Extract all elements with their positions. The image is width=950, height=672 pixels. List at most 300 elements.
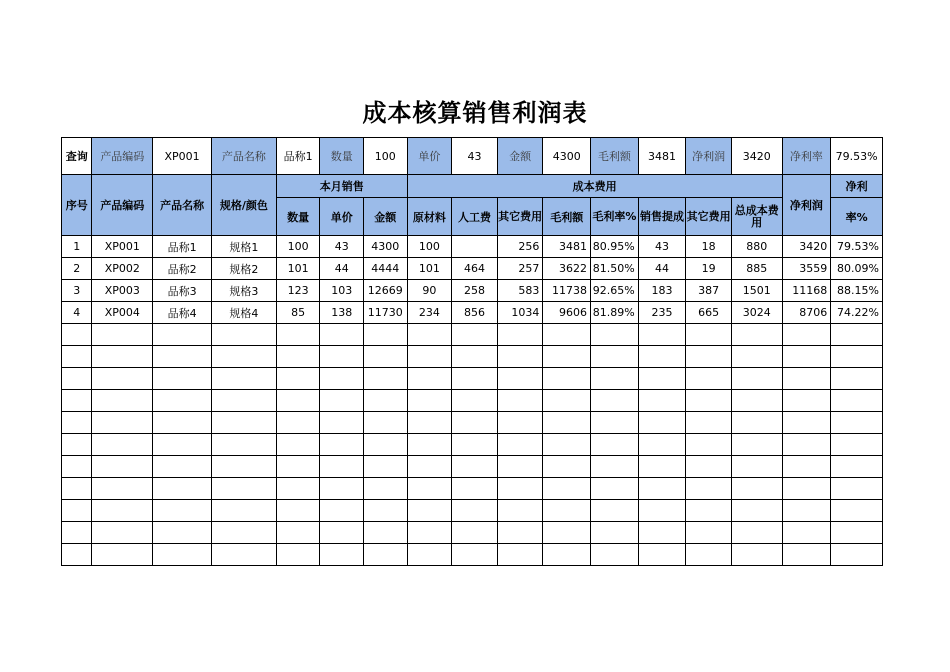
empty-cell[interactable]: [92, 500, 153, 522]
empty-cell[interactable]: [153, 390, 212, 412]
header-amount: 金额: [364, 198, 408, 236]
empty-cell[interactable]: [62, 324, 92, 346]
empty-cell[interactable]: [543, 478, 591, 500]
empty-cell[interactable]: [364, 412, 408, 434]
query-label: 查询: [62, 138, 92, 175]
empty-cell[interactable]: [452, 390, 498, 412]
empty-cell[interactable]: [782, 544, 831, 566]
empty-cell[interactable]: [591, 456, 639, 478]
empty-row: [62, 324, 883, 346]
empty-cell[interactable]: [497, 390, 543, 412]
empty-cell[interactable]: [497, 456, 543, 478]
empty-cell[interactable]: [591, 390, 639, 412]
empty-cell[interactable]: [497, 324, 543, 346]
empty-cell[interactable]: [92, 368, 153, 390]
empty-cell[interactable]: [543, 500, 591, 522]
empty-cell[interactable]: [92, 324, 153, 346]
cell-price[interactable]: 138: [320, 302, 364, 324]
empty-row: [62, 544, 883, 566]
query-code-input[interactable]: XP001: [153, 138, 212, 175]
empty-cell[interactable]: [276, 324, 320, 346]
cell-total-cost[interactable]: 3024: [731, 302, 782, 324]
header-cost-group: 成本费用: [407, 175, 782, 198]
cell-seq[interactable]: 2: [62, 258, 92, 280]
empty-cell[interactable]: [212, 478, 277, 500]
query-row: [62, 138, 883, 175]
empty-cell[interactable]: [92, 456, 153, 478]
empty-cell[interactable]: [638, 390, 686, 412]
header-net-profit: 净利润: [782, 175, 831, 236]
cell-code[interactable]: XP001: [92, 236, 153, 258]
empty-cell[interactable]: [638, 346, 686, 368]
empty-cell[interactable]: [320, 368, 364, 390]
empty-cell[interactable]: [364, 544, 408, 566]
empty-cell[interactable]: [276, 456, 320, 478]
empty-cell[interactable]: [497, 522, 543, 544]
empty-cell[interactable]: [686, 544, 732, 566]
cell-gross[interactable]: 3481: [543, 236, 591, 258]
header-name: 产品名称: [153, 175, 212, 236]
cell-net-rate[interactable]: 88.15%: [831, 280, 883, 302]
empty-cell[interactable]: [92, 544, 153, 566]
header-other-fee: 其它费用: [686, 198, 732, 236]
query-code-label: 产品编码: [92, 138, 153, 175]
header-total-cost: 总成本费用: [731, 198, 782, 236]
empty-cell[interactable]: [686, 500, 732, 522]
empty-cell[interactable]: [212, 500, 277, 522]
cell-price[interactable]: 44: [320, 258, 364, 280]
empty-cell[interactable]: [731, 368, 782, 390]
cell-commission[interactable]: 43: [638, 236, 686, 258]
query-qty-label: 数量: [320, 138, 364, 175]
empty-cell[interactable]: [638, 368, 686, 390]
empty-cell[interactable]: [320, 478, 364, 500]
empty-cell[interactable]: [782, 434, 831, 456]
empty-cell[interactable]: [686, 478, 732, 500]
empty-cell[interactable]: [320, 390, 364, 412]
cell-price[interactable]: 43: [320, 236, 364, 258]
empty-cell[interactable]: [731, 478, 782, 500]
cell-material[interactable]: 234: [407, 302, 452, 324]
cell-net-profit[interactable]: 8706: [782, 302, 831, 324]
empty-cell[interactable]: [831, 456, 883, 478]
empty-cell[interactable]: [153, 324, 212, 346]
empty-row: [62, 434, 883, 456]
empty-cell[interactable]: [452, 522, 498, 544]
cell-other-fee[interactable]: 18: [686, 236, 732, 258]
empty-cell[interactable]: [320, 346, 364, 368]
cell-seq[interactable]: 4: [62, 302, 92, 324]
cell-total-cost[interactable]: 880: [731, 236, 782, 258]
query-amount-value: 4300: [543, 138, 591, 175]
cell-labor[interactable]: 464: [452, 258, 498, 280]
cell-other-fee[interactable]: 19: [686, 258, 732, 280]
cell-gross-rate[interactable]: 81.50%: [591, 258, 639, 280]
empty-cell[interactable]: [364, 478, 408, 500]
empty-cell[interactable]: [320, 544, 364, 566]
empty-cell[interactable]: [686, 324, 732, 346]
table-row: [62, 302, 883, 324]
empty-row: [62, 346, 883, 368]
empty-cell[interactable]: [782, 478, 831, 500]
empty-cell[interactable]: [731, 500, 782, 522]
empty-cell[interactable]: [731, 346, 782, 368]
empty-cell[interactable]: [212, 434, 277, 456]
cell-material[interactable]: 101: [407, 258, 452, 280]
empty-cell[interactable]: [497, 346, 543, 368]
cell-seq[interactable]: 3: [62, 280, 92, 302]
empty-cell[interactable]: [782, 412, 831, 434]
empty-cell[interactable]: [92, 346, 153, 368]
query-price-label: 单价: [407, 138, 452, 175]
empty-cell[interactable]: [452, 544, 498, 566]
empty-cell[interactable]: [543, 346, 591, 368]
header-price: 单价: [320, 198, 364, 236]
empty-cell[interactable]: [320, 434, 364, 456]
cell-code[interactable]: XP004: [92, 302, 153, 324]
empty-cell[interactable]: [591, 544, 639, 566]
cell-name[interactable]: 品称2: [153, 258, 212, 280]
header-code: 产品编码: [92, 175, 153, 236]
empty-cell[interactable]: [364, 456, 408, 478]
table-row: [62, 236, 883, 258]
empty-cell[interactable]: [153, 522, 212, 544]
cell-net-profit[interactable]: 3420: [782, 236, 831, 258]
empty-cell[interactable]: [591, 522, 639, 544]
header-sales-group: 本月销售: [276, 175, 407, 198]
empty-cell[interactable]: [497, 434, 543, 456]
query-net-value: 3420: [731, 138, 782, 175]
empty-cell[interactable]: [591, 478, 639, 500]
cost-sales-profit-table: [61, 137, 883, 566]
empty-cell[interactable]: [276, 522, 320, 544]
empty-cell[interactable]: [452, 434, 498, 456]
empty-cell[interactable]: [731, 456, 782, 478]
empty-cell[interactable]: [782, 500, 831, 522]
cell-gross-rate[interactable]: 92.65%: [591, 280, 639, 302]
empty-cell[interactable]: [497, 500, 543, 522]
empty-cell[interactable]: [212, 522, 277, 544]
empty-cell[interactable]: [731, 434, 782, 456]
empty-cell[interactable]: [497, 412, 543, 434]
empty-cell[interactable]: [831, 544, 883, 566]
empty-cell[interactable]: [320, 412, 364, 434]
empty-cell[interactable]: [364, 500, 408, 522]
empty-cell[interactable]: [831, 478, 883, 500]
empty-cell[interactable]: [831, 522, 883, 544]
empty-cell[interactable]: [153, 544, 212, 566]
empty-cell[interactable]: [782, 324, 831, 346]
empty-cell[interactable]: [591, 434, 639, 456]
query-price-value: 43: [452, 138, 498, 175]
empty-cell[interactable]: [543, 544, 591, 566]
empty-cell[interactable]: [62, 390, 92, 412]
cell-net-rate[interactable]: 79.53%: [831, 236, 883, 258]
empty-cell[interactable]: [407, 390, 452, 412]
empty-cell[interactable]: [497, 478, 543, 500]
empty-cell[interactable]: [831, 346, 883, 368]
empty-cell[interactable]: [831, 324, 883, 346]
cell-price[interactable]: 103: [320, 280, 364, 302]
empty-cell[interactable]: [62, 500, 92, 522]
empty-cell[interactable]: [62, 456, 92, 478]
cell-commission[interactable]: 44: [638, 258, 686, 280]
empty-cell[interactable]: [92, 478, 153, 500]
empty-cell[interactable]: [407, 434, 452, 456]
empty-cell[interactable]: [782, 346, 831, 368]
empty-cell[interactable]: [92, 522, 153, 544]
empty-cell[interactable]: [452, 456, 498, 478]
cell-labor[interactable]: 856: [452, 302, 498, 324]
cell-amount[interactable]: 11730: [364, 302, 408, 324]
empty-row: [62, 368, 883, 390]
empty-cell[interactable]: [686, 522, 732, 544]
empty-cell[interactable]: [638, 456, 686, 478]
empty-cell[interactable]: [452, 324, 498, 346]
query-net-label: 净利润: [686, 138, 732, 175]
sheet-title: 成本核算销售利润表: [362, 99, 588, 127]
cell-qty[interactable]: 100: [276, 236, 320, 258]
empty-cell[interactable]: [731, 544, 782, 566]
empty-cell[interactable]: [407, 346, 452, 368]
empty-cell[interactable]: [62, 412, 92, 434]
empty-cell[interactable]: [686, 456, 732, 478]
empty-cell[interactable]: [276, 544, 320, 566]
cell-other-fee[interactable]: 665: [686, 302, 732, 324]
empty-cell[interactable]: [407, 456, 452, 478]
empty-cell[interactable]: [276, 434, 320, 456]
cell-spec[interactable]: 规格2: [212, 258, 277, 280]
header-spec: 规格/颜色: [212, 175, 277, 236]
empty-cell[interactable]: [452, 478, 498, 500]
empty-cell[interactable]: [638, 478, 686, 500]
empty-cell[interactable]: [543, 368, 591, 390]
cell-spec[interactable]: 规格4: [212, 302, 277, 324]
cell-code[interactable]: XP003: [92, 280, 153, 302]
cell-net-rate[interactable]: 80.09%: [831, 258, 883, 280]
empty-cell[interactable]: [407, 500, 452, 522]
empty-cell[interactable]: [686, 434, 732, 456]
empty-cell[interactable]: [686, 368, 732, 390]
empty-cell[interactable]: [831, 434, 883, 456]
empty-cell[interactable]: [497, 368, 543, 390]
empty-cell[interactable]: [452, 346, 498, 368]
cell-other-cost[interactable]: 1034: [497, 302, 543, 324]
empty-cell[interactable]: [731, 522, 782, 544]
empty-cell[interactable]: [543, 522, 591, 544]
empty-cell[interactable]: [212, 456, 277, 478]
cell-labor[interactable]: 258: [452, 280, 498, 302]
cell-amount[interactable]: 4300: [364, 236, 408, 258]
empty-cell[interactable]: [62, 478, 92, 500]
empty-cell[interactable]: [212, 412, 277, 434]
empty-cell[interactable]: [364, 368, 408, 390]
header-material: 原材料: [407, 198, 452, 236]
empty-cell[interactable]: [153, 346, 212, 368]
cell-gross[interactable]: 9606: [543, 302, 591, 324]
table-row: [62, 280, 883, 302]
cell-net-profit[interactable]: 3559: [782, 258, 831, 280]
empty-cell[interactable]: [62, 346, 92, 368]
empty-cell[interactable]: [276, 412, 320, 434]
cell-other-fee[interactable]: 387: [686, 280, 732, 302]
cell-material[interactable]: 90: [407, 280, 452, 302]
empty-cell[interactable]: [731, 324, 782, 346]
empty-cell[interactable]: [591, 346, 639, 368]
empty-cell[interactable]: [831, 500, 883, 522]
empty-cell[interactable]: [153, 500, 212, 522]
cell-name[interactable]: 品称1: [153, 236, 212, 258]
cell-material[interactable]: 100: [407, 236, 452, 258]
empty-cell[interactable]: [212, 346, 277, 368]
empty-row: [62, 500, 883, 522]
empty-cell[interactable]: [731, 390, 782, 412]
empty-cell[interactable]: [497, 544, 543, 566]
empty-row: [62, 390, 883, 412]
empty-cell[interactable]: [320, 522, 364, 544]
empty-cell[interactable]: [276, 478, 320, 500]
empty-cell[interactable]: [212, 390, 277, 412]
cell-net-profit[interactable]: 11168: [782, 280, 831, 302]
cell-gross-rate[interactable]: 81.89%: [591, 302, 639, 324]
empty-cell[interactable]: [407, 478, 452, 500]
cell-seq[interactable]: 1: [62, 236, 92, 258]
empty-cell[interactable]: [782, 522, 831, 544]
cell-code[interactable]: XP002: [92, 258, 153, 280]
empty-cell[interactable]: [543, 412, 591, 434]
empty-cell[interactable]: [407, 412, 452, 434]
empty-cell[interactable]: [153, 412, 212, 434]
empty-cell[interactable]: [407, 368, 452, 390]
cell-labor[interactable]: [452, 236, 498, 258]
empty-cell[interactable]: [452, 368, 498, 390]
empty-cell[interactable]: [364, 346, 408, 368]
empty-cell[interactable]: [638, 434, 686, 456]
empty-cell[interactable]: [153, 434, 212, 456]
cell-name[interactable]: 品称3: [153, 280, 212, 302]
empty-cell[interactable]: [782, 390, 831, 412]
empty-cell[interactable]: [276, 500, 320, 522]
empty-cell[interactable]: [591, 412, 639, 434]
cell-commission[interactable]: 235: [638, 302, 686, 324]
empty-cell[interactable]: [731, 412, 782, 434]
empty-cell[interactable]: [638, 500, 686, 522]
empty-cell[interactable]: [638, 324, 686, 346]
empty-cell[interactable]: [407, 544, 452, 566]
empty-cell[interactable]: [62, 544, 92, 566]
cell-net-rate[interactable]: 74.22%: [831, 302, 883, 324]
empty-cell[interactable]: [591, 368, 639, 390]
empty-cell[interactable]: [212, 368, 277, 390]
empty-cell[interactable]: [364, 522, 408, 544]
empty-cell[interactable]: [831, 390, 883, 412]
empty-cell[interactable]: [276, 346, 320, 368]
empty-cell[interactable]: [543, 434, 591, 456]
cell-amount[interactable]: 4444: [364, 258, 408, 280]
empty-cell[interactable]: [153, 478, 212, 500]
cell-qty[interactable]: 85: [276, 302, 320, 324]
empty-cell[interactable]: [364, 390, 408, 412]
empty-row: [62, 412, 883, 434]
empty-cell[interactable]: [320, 500, 364, 522]
header-labor: 人工费: [452, 198, 498, 236]
header-seq: 序号: [62, 175, 92, 236]
cell-other-cost[interactable]: 256: [497, 236, 543, 258]
empty-row: [62, 478, 883, 500]
empty-cell[interactable]: [591, 324, 639, 346]
empty-cell[interactable]: [153, 456, 212, 478]
cell-total-cost[interactable]: 885: [731, 258, 782, 280]
cell-qty[interactable]: 123: [276, 280, 320, 302]
cell-commission[interactable]: 183: [638, 280, 686, 302]
empty-cell[interactable]: [543, 456, 591, 478]
table-row: [62, 258, 883, 280]
empty-cell[interactable]: [364, 324, 408, 346]
cell-spec[interactable]: 规格1: [212, 236, 277, 258]
empty-cell[interactable]: [320, 324, 364, 346]
empty-cell[interactable]: [276, 368, 320, 390]
empty-cell[interactable]: [92, 390, 153, 412]
empty-cell[interactable]: [364, 434, 408, 456]
empty-cell[interactable]: [407, 522, 452, 544]
empty-cell[interactable]: [831, 368, 883, 390]
empty-cell[interactable]: [638, 522, 686, 544]
cell-other-cost[interactable]: 257: [497, 258, 543, 280]
empty-cell[interactable]: [543, 324, 591, 346]
cell-gross[interactable]: 3622: [543, 258, 591, 280]
query-gross-label: 毛利额: [591, 138, 639, 175]
empty-cell[interactable]: [686, 390, 732, 412]
empty-cell[interactable]: [543, 390, 591, 412]
cell-total-cost[interactable]: 1501: [731, 280, 782, 302]
empty-cell[interactable]: [92, 412, 153, 434]
cell-other-cost[interactable]: 583: [497, 280, 543, 302]
empty-cell[interactable]: [452, 412, 498, 434]
cell-amount[interactable]: 12669: [364, 280, 408, 302]
header-gross-rate: 毛利率%: [591, 198, 639, 236]
empty-cell[interactable]: [62, 522, 92, 544]
empty-cell[interactable]: [686, 346, 732, 368]
header-qty: 数量: [276, 198, 320, 236]
empty-cell[interactable]: [591, 500, 639, 522]
empty-cell[interactable]: [831, 412, 883, 434]
empty-cell[interactable]: [638, 544, 686, 566]
empty-cell[interactable]: [62, 368, 92, 390]
empty-cell[interactable]: [153, 368, 212, 390]
empty-cell[interactable]: [276, 390, 320, 412]
empty-cell[interactable]: [452, 500, 498, 522]
query-gross-value: 3481: [638, 138, 686, 175]
empty-cell[interactable]: [638, 412, 686, 434]
query-rate-value: 79.53%: [831, 138, 883, 175]
empty-cell[interactable]: [782, 368, 831, 390]
empty-cell[interactable]: [92, 434, 153, 456]
cell-spec[interactable]: 规格3: [212, 280, 277, 302]
empty-cell[interactable]: [212, 544, 277, 566]
empty-cell[interactable]: [320, 456, 364, 478]
empty-cell[interactable]: [407, 324, 452, 346]
query-rate-label: 净利率: [782, 138, 831, 175]
cell-gross-rate[interactable]: 80.95%: [591, 236, 639, 258]
empty-cell[interactable]: [686, 412, 732, 434]
cell-name[interactable]: 品称4: [153, 302, 212, 324]
empty-cell[interactable]: [212, 324, 277, 346]
empty-cell[interactable]: [62, 434, 92, 456]
cell-gross[interactable]: 11738: [543, 280, 591, 302]
empty-cell[interactable]: [782, 456, 831, 478]
cell-qty[interactable]: 101: [276, 258, 320, 280]
query-amount-label: 金额: [497, 138, 543, 175]
